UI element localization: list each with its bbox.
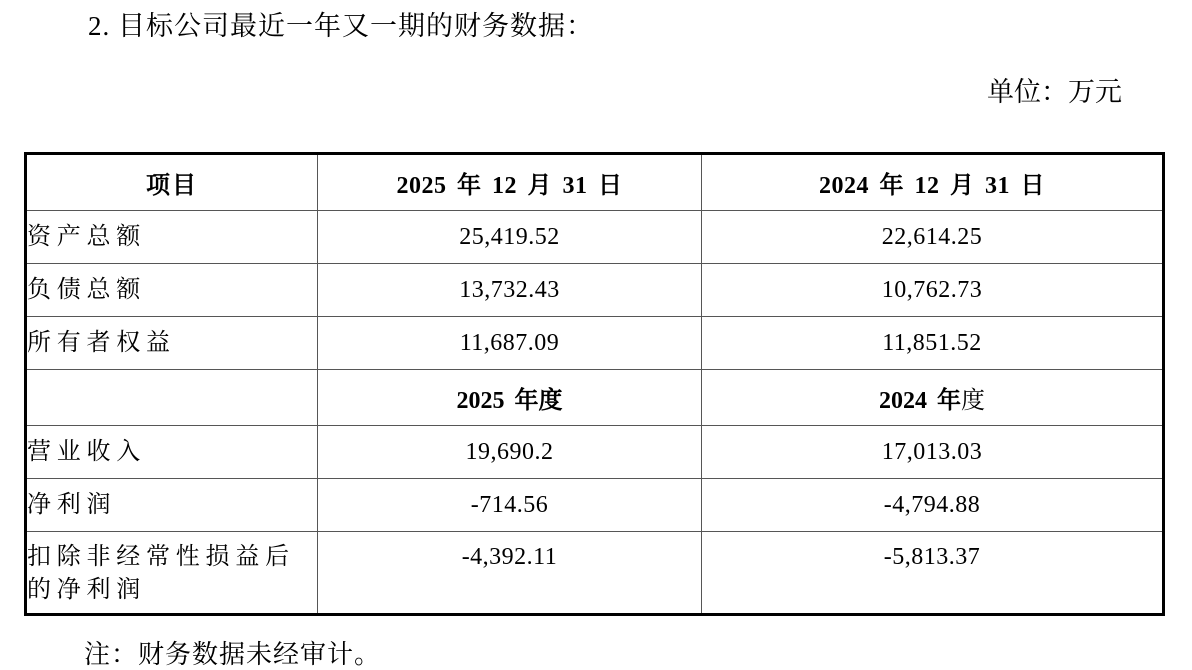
unit-label: 单位：万元 (987, 77, 1122, 107)
table-row-operating-revenue (26, 426, 1164, 479)
value-2025: -714.56 (318, 479, 702, 532)
value-2024: 10,762.73 (702, 264, 1164, 317)
value-2024: 11,851.52 (702, 317, 1164, 370)
row-label: 资产总额 (26, 211, 318, 264)
table-row-net-profit (26, 479, 1164, 532)
column-header-2024-date: 2024 年 12 月 31 日 (702, 154, 1164, 211)
footnote: 注：财务数据未经审计。 (84, 640, 382, 669)
row-label: 负债总额 (26, 264, 318, 317)
table-row-total-assets (26, 211, 1164, 264)
value-2025: 11,687.09 (318, 317, 702, 370)
column-header-item: 项目 (26, 154, 318, 211)
row-label: 扣除非经常性损益后的净利润 (26, 532, 318, 615)
row-label: 所有者权益 (26, 317, 318, 370)
value-2024: 17,013.03 (702, 426, 1164, 479)
financial-data-table (24, 152, 1165, 616)
empty-cell (26, 370, 318, 426)
value-2024: 22,614.25 (702, 211, 1164, 264)
section-heading: 2. 目标公司最近一年又一期的财务数据： (88, 11, 594, 41)
period-header-2025: 2025 年度 (318, 370, 702, 426)
row-label: 营业收入 (26, 426, 318, 479)
value-2024: -4,794.88 (702, 479, 1164, 532)
column-header-2025-date: 2025 年 12 月 31 日 (318, 154, 702, 211)
value-2025: -4,392.11 (318, 532, 702, 615)
value-2025: 25,419.52 (318, 211, 702, 264)
table-row-net-profit-excl-nonrecurring (26, 532, 1164, 615)
table-row-total-liabilities (26, 264, 1164, 317)
value-2024: -5,813.37 (702, 532, 1164, 615)
value-2025: 19,690.2 (318, 426, 702, 479)
period-header-2024-bold: 2024 年 (879, 388, 961, 414)
period-header-2024 (702, 370, 1164, 426)
table-header-row (26, 154, 1164, 211)
row-label: 净利润 (26, 479, 318, 532)
period-header-2024-regular: 度 (961, 388, 985, 414)
table-row-owners-equity (26, 317, 1164, 370)
value-2025: 13,732.43 (318, 264, 702, 317)
table-period-header-row (26, 370, 1164, 426)
